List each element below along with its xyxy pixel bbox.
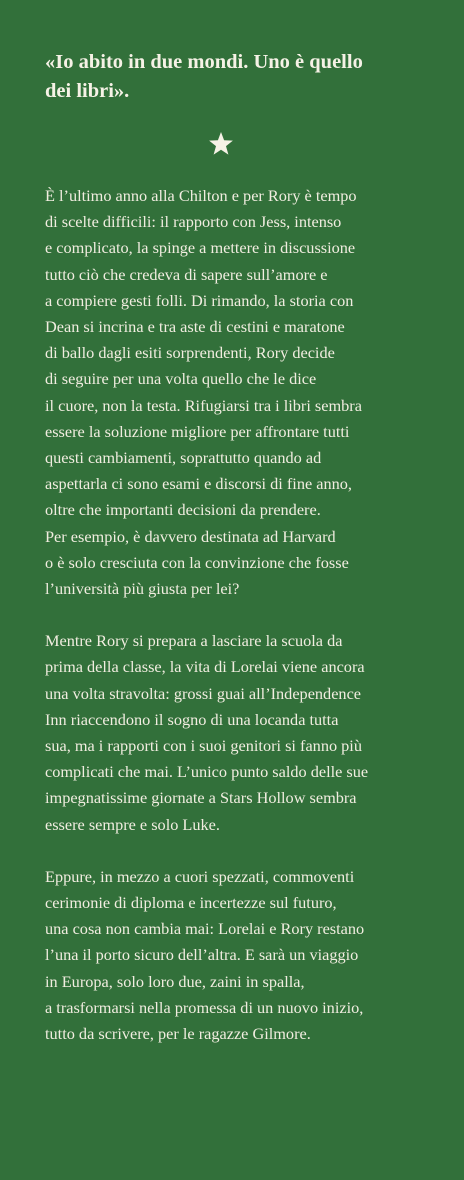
text-line: di seguire per una volta quello che le dice: [45, 369, 317, 389]
text-line: tutto ciò che credeva di sapere sull’amore e: [45, 264, 328, 284]
text-line: aspettarla ci sono esami e discorsi di fine anno,: [45, 474, 352, 494]
text-line: o è solo cresciuta con la convinzione che fosse: [45, 552, 349, 572]
paragraph-3: [45, 864, 435, 1047]
text-line: essere la soluzione migliore per affrontare tutti: [45, 421, 350, 441]
text-line: l’una il porto sicuro dell’altra. E sarà un viaggio: [45, 945, 359, 965]
text-line: Mentre Rory si prepara a lasciare la scuola da: [45, 631, 343, 651]
text-line: sua, ma i rapporti con i suoi genitori si fanno più: [45, 736, 362, 756]
quote-line: dei libri».: [45, 80, 130, 102]
text-line: a trasformarsi nella promessa di un nuovo inizio,: [45, 997, 364, 1017]
text-line: una volta stravolta: grossi guai all’Independence: [45, 683, 362, 703]
paragraph-1: [45, 183, 435, 602]
paragraph-2: [45, 628, 435, 838]
text-line: Eppure, in mezzo a cuori spezzati, commoventi: [45, 866, 355, 886]
text-line: impegnatissime giornate a Stars Hollow sembra: [45, 788, 357, 808]
text-line: l’università più giusta per lei?: [45, 579, 240, 599]
blurb: [45, 183, 435, 1073]
text-line: una cosa non cambia mai: Lorelai e Rory restano: [45, 919, 365, 939]
text-line: cerimonie di diploma e incertezze sul futuro,: [45, 893, 337, 913]
text-line: oltre che importanti decisioni da prendere.: [45, 500, 321, 520]
text-line: tutto da scrivere, per le ragazze Gilmore.: [45, 1024, 311, 1044]
text-line: a compiere gesti folli. Di rimando, la storia con: [45, 290, 354, 310]
text-line: complicati che mai. L’unico punto saldo delle sue: [45, 762, 369, 782]
quote-line: «Io abito in due mondi. Uno è quello: [45, 51, 363, 73]
text-line: di ballo dagli esiti sorprendenti, Rory decide: [45, 343, 335, 363]
text-line: Inn riaccendono il sogno di una locanda tutta: [45, 709, 339, 729]
text-line: essere sempre e solo Luke.: [45, 814, 220, 834]
text-line: prima della classe, la vita di Lorelai viene ancora: [45, 657, 365, 677]
text-line: Per esempio, è davvero destinata ad Harvard: [45, 526, 336, 546]
text-line: di scelte difficili: il rapporto con Jess, intenso: [45, 212, 342, 232]
text-line: e complicato, la spinge a mettere in discussione: [45, 238, 356, 258]
star-icon: [208, 131, 234, 157]
text-line: il cuore, non la testa. Rifugiarsi tra i libri sembra: [45, 395, 362, 415]
text-line: questi cambiamenti, soprattutto quando ad: [45, 448, 322, 468]
opening-quote: [45, 48, 425, 106]
text-line: in Europa, solo loro due, zaini in spalla,: [45, 971, 305, 991]
text-line: Dean si incrina e tra aste di cestini e maratone: [45, 317, 345, 337]
text-line: È l’ultimo anno alla Chilton e per Rory è tempo: [45, 186, 357, 205]
